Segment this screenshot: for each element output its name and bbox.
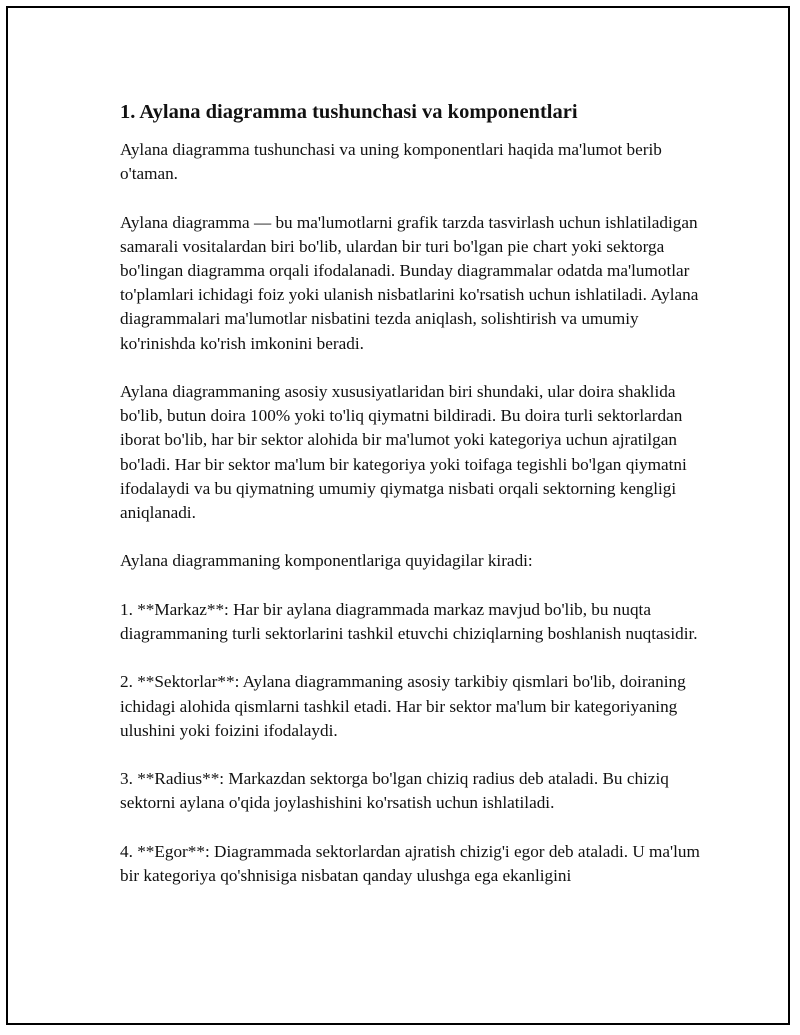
list-item-sektorlar: 2. **Sektorlar**: Aylana diagrammaning asosiy tarkibiy qismlari bo'lib, doiraning ichidagi alohida qismlarni tashkil etadi. Har bir sektor ma'lum bir kategoriyaning ulushini yoki foizini ifodalaydi. <box>120 672 686 740</box>
paragraph-definition: Aylana diagramma — bu ma'lumotlarni grafik tarzda tasvirlash uchun ishlatiladigan samarali vositalardan biri bo'lib, ulardan bir turi bo'lgan pie chart yoki sektorga bo'lingan diagramma orqali ifodalanadi. Bunday diagrammalar odatda ma'lumotlar to'plamlari ichidagi foiz yoki ulanish nisbatlarini ko'rsatish uchun ishlatiladi. Aylana diagrammalari ma'lumotlar nisbatini tezda aniqlash, solishtirish va umumiy ko'rinishda ko'rish imkonini beradi. <box>120 212 699 353</box>
document-body <box>120 98 700 912</box>
list-item-markaz: 1. **Markaz**: Har bir aylana diagrammada markaz mavjud bo'lib, bu nuqta diagrammaning turli sektorlarini tashkil etuvchi chiziqlarning boshlanish nuqtasidir. <box>120 599 698 643</box>
list-item-egor: 4. **Egor**: Diagrammada sektorlardan ajratish chizig'i egor deb ataladi. U ma'lum bir kategoriya qo'shnisiga nisbatan qanday ulushga ega ekanligini <box>120 841 700 885</box>
paragraph-components-intro: Aylana diagrammaning komponentlariga quyidagilar kiradi: <box>120 551 533 571</box>
list-item-radius: 3. **Radius**: Markazdan sektorga bo'lgan chiziq radius deb ataladi. Bu chiziq sektorni aylana o'qida joylashishini ko'rsatish uchun ishlatiladi. <box>120 769 669 813</box>
page-frame <box>6 6 790 1025</box>
paragraph-intro: Aylana diagramma tushunchasi va uning komponentlari haqida ma'lumot berib o'taman. <box>120 140 662 184</box>
document-title: 1. Aylana diagramma tushunchasi va komponentlari <box>120 101 578 123</box>
paragraph-features: Aylana diagrammaning asosiy xususiyatlaridan biri shundaki, ular doira shaklida bo'lib, butun doira 100% yoki to'liq qiymatni bildiradi. Bu doira turli sektorlardan iborat bo'lib, har bir sektor alohida bir ma'lumot yoki kategoriya uchun ajratilgan bo'ladi. Har bir sektor ma'lum bir kategoriya yoki toifaga tegishli bo'lgan qiymatni ifodalaydi va bu qiymatning umumiy qiymatga nisbati orqali sektorning kengligi aniqlanadi. <box>120 382 687 523</box>
